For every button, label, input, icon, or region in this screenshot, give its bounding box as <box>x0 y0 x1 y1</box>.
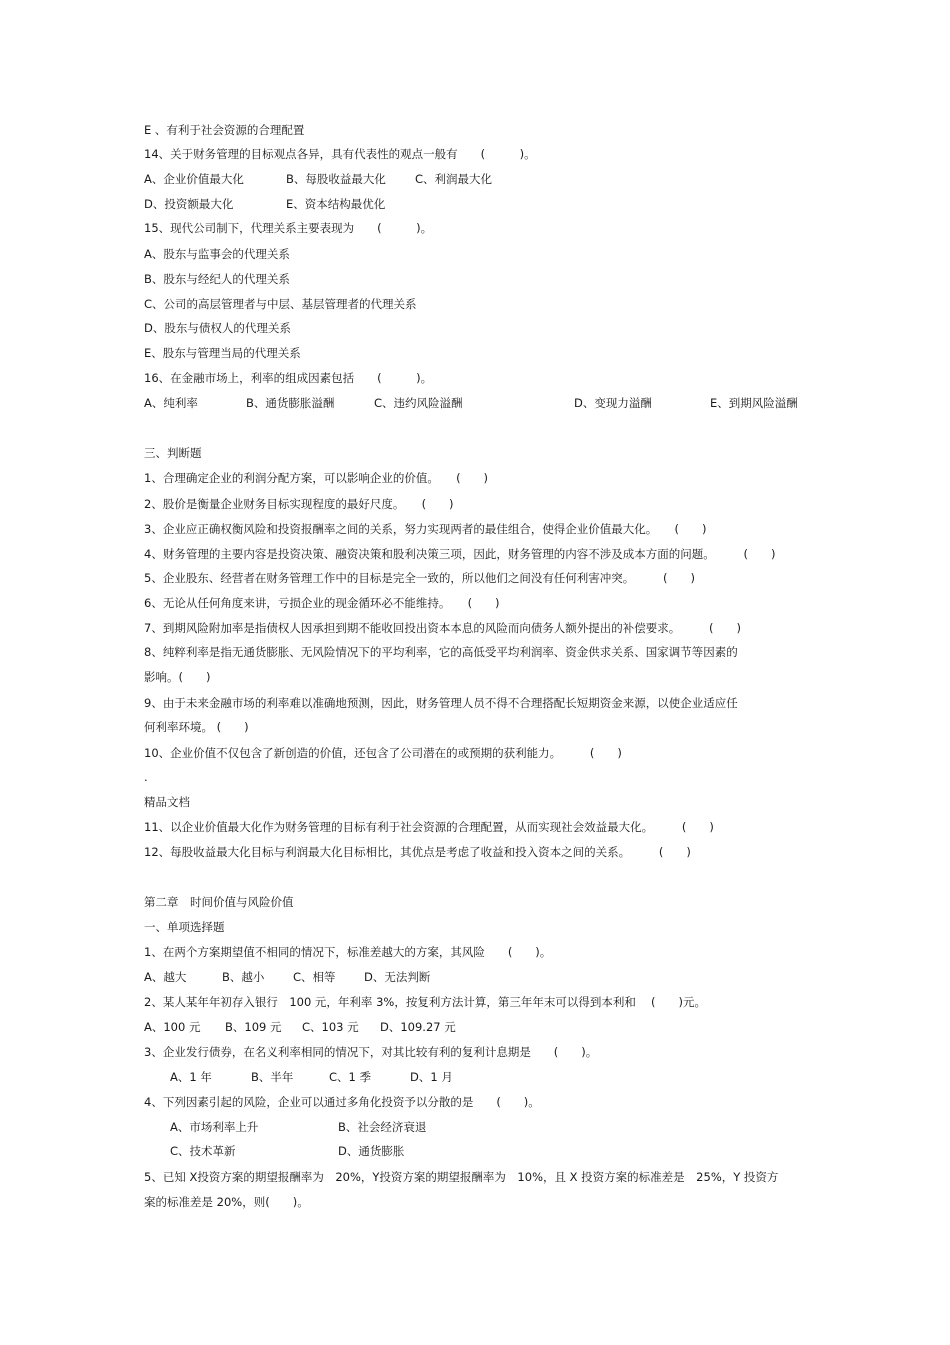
option: C、相等 <box>293 970 336 984</box>
judgement-item: 4、财务管理的主要内容是投资决策、融资决策和股利决策三项，因此，财务管理的内容不涉及成本方面的问题。 ( ) <box>144 547 776 561</box>
question-16: 16、在金融市场上，利率的组成因素包括 ( )。 <box>144 371 433 385</box>
option: C、违约风险溢酬 <box>374 396 463 410</box>
judgement-item: 6、无论从任何角度来讲，亏损企业的现金循环必不能维持。 ( ) <box>144 596 500 610</box>
option: B、半年 <box>251 1070 294 1084</box>
watermark-text: 精品文档 <box>144 795 190 809</box>
option: B、109 元 <box>225 1020 282 1034</box>
option: E、资本结构最优化 <box>286 197 386 211</box>
option: E、到期风险溢酬 <box>710 396 798 410</box>
question: 2、某人某年年初存入银行 100 元，年利率 3%，按复利方法计算，第三年年末可以得到本利和 ( )元。 <box>144 995 706 1009</box>
option: B、股东与经纪人的代理关系 <box>144 272 290 286</box>
option: A、纯利率 <box>144 396 198 410</box>
judgement-item: 10、企业价值不仅包含了新创造的价值，还包含了公司潜在的或预期的获利能力。 ( ) <box>144 746 622 760</box>
judgement-item: 9、由于未来金融市场的利率难以准确地预测，因此，财务管理人员不得不合理搭配长短期资金来源，以使企业适应任 <box>144 696 738 710</box>
question-cont: 案的标准差是 20%，则( )。 <box>144 1195 309 1209</box>
option: A、100 元 <box>144 1020 201 1034</box>
option: C、1 季 <box>329 1070 372 1084</box>
option: D、1 月 <box>410 1070 453 1084</box>
option: D、股东与债权人的代理关系 <box>144 321 291 335</box>
option: C、公司的高层管理者与中层、基层管理者的代理关系 <box>144 297 417 311</box>
judgement-item: 5、企业股东、经营者在财务管理工作中的目标是完全一致的，所以他们之间没有任何利害冲突。 ( ) <box>144 571 696 585</box>
option: B、通货膨胀溢酬 <box>246 396 335 410</box>
option: B、越小 <box>222 970 265 984</box>
chapter-heading: 第二章 时间价值与风险价值 <box>144 895 294 909</box>
option: D、通货膨胀 <box>338 1144 405 1158</box>
option: B、每股收益最大化 <box>286 172 386 186</box>
option: D、无法判断 <box>364 970 431 984</box>
option: D、变现力溢酬 <box>574 396 652 410</box>
option: B、社会经济衰退 <box>338 1120 427 1134</box>
option: C、技术革新 <box>170 1144 236 1158</box>
option: C、利润最大化 <box>415 172 493 186</box>
option: C、103 元 <box>302 1020 359 1034</box>
judgement-item-cont: 影响。( ) <box>144 670 211 684</box>
option: D、投资额最大化 <box>144 197 234 211</box>
question: 4、下列因素引起的风险，企业可以通过多角化投资予以分散的是 ( )。 <box>144 1095 540 1109</box>
judgement-item: 1、合理确定企业的利润分配方案，可以影响企业的价值。 ( ) <box>144 471 489 485</box>
judgement-item: 8、纯粹利率是指无通货膨胀、无风险情况下的平均利率，它的高低受平均利润率、资金供求关系、国家调节等因素的 <box>144 645 738 659</box>
option: A、市场利率上升 <box>170 1120 259 1134</box>
option: E、股东与管理当局的代理关系 <box>144 346 301 360</box>
judgement-item-cont: 何利率环境。 ( ) <box>144 720 249 734</box>
option: A、股东与监事会的代理关系 <box>144 247 290 261</box>
question: 1、在两个方案期望值不相同的情况下，标准差越大的方案，其风险 ( )。 <box>144 945 552 959</box>
question: 3、企业发行债券，在名义利率相同的情况下，对其比较有利的复利计息期是 ( )。 <box>144 1045 598 1059</box>
option: A、企业价值最大化 <box>144 172 244 186</box>
option: D、109.27 元 <box>380 1020 456 1034</box>
section-heading: 三、判断题 <box>144 446 202 460</box>
dot-mark: . <box>144 770 148 784</box>
judgement-item: 12、每股收益最大化目标与利润最大化目标相比，其优点是考虑了收益和投入资本之间的关系。 ( ) <box>144 845 691 859</box>
question: 5、已知 X投资方案的期望报酬率为 20%，Y投资方案的期望报酬率为 10%，且 X 投资方案的标准差是 25%，Y 投资方 <box>144 1170 779 1184</box>
judgement-item: 7、到期风险附加率是指债权人因承担到期不能收回投出资本本息的风险而向债务人额外提出的补偿要求。 ( ) <box>144 621 742 635</box>
section-heading: 一、单项选择题 <box>144 920 225 934</box>
text-line: E 、有利于社会资源的合理配置 <box>144 123 305 137</box>
question-14: 14、关于财务管理的目标观点各异，具有代表性的观点一般有 ( )。 <box>144 147 536 161</box>
judgement-item: 3、企业应正确权衡风险和投资报酬率之间的关系，努力实现两者的最佳组合，使得企业价值最大化。 ( ) <box>144 522 707 536</box>
option: A、越大 <box>144 970 187 984</box>
judgement-item: 11、以企业价值最大化作为财务管理的目标有利于社会资源的合理配置，从而实现社会效益最大化。 ( ) <box>144 820 714 834</box>
option: A、1 年 <box>170 1070 212 1084</box>
question-15: 15、现代公司制下，代理关系主要表现为 ( )。 <box>144 221 433 235</box>
judgement-item: 2、股价是衡量企业财务目标实现程度的最好尺度。 ( ) <box>144 497 454 511</box>
